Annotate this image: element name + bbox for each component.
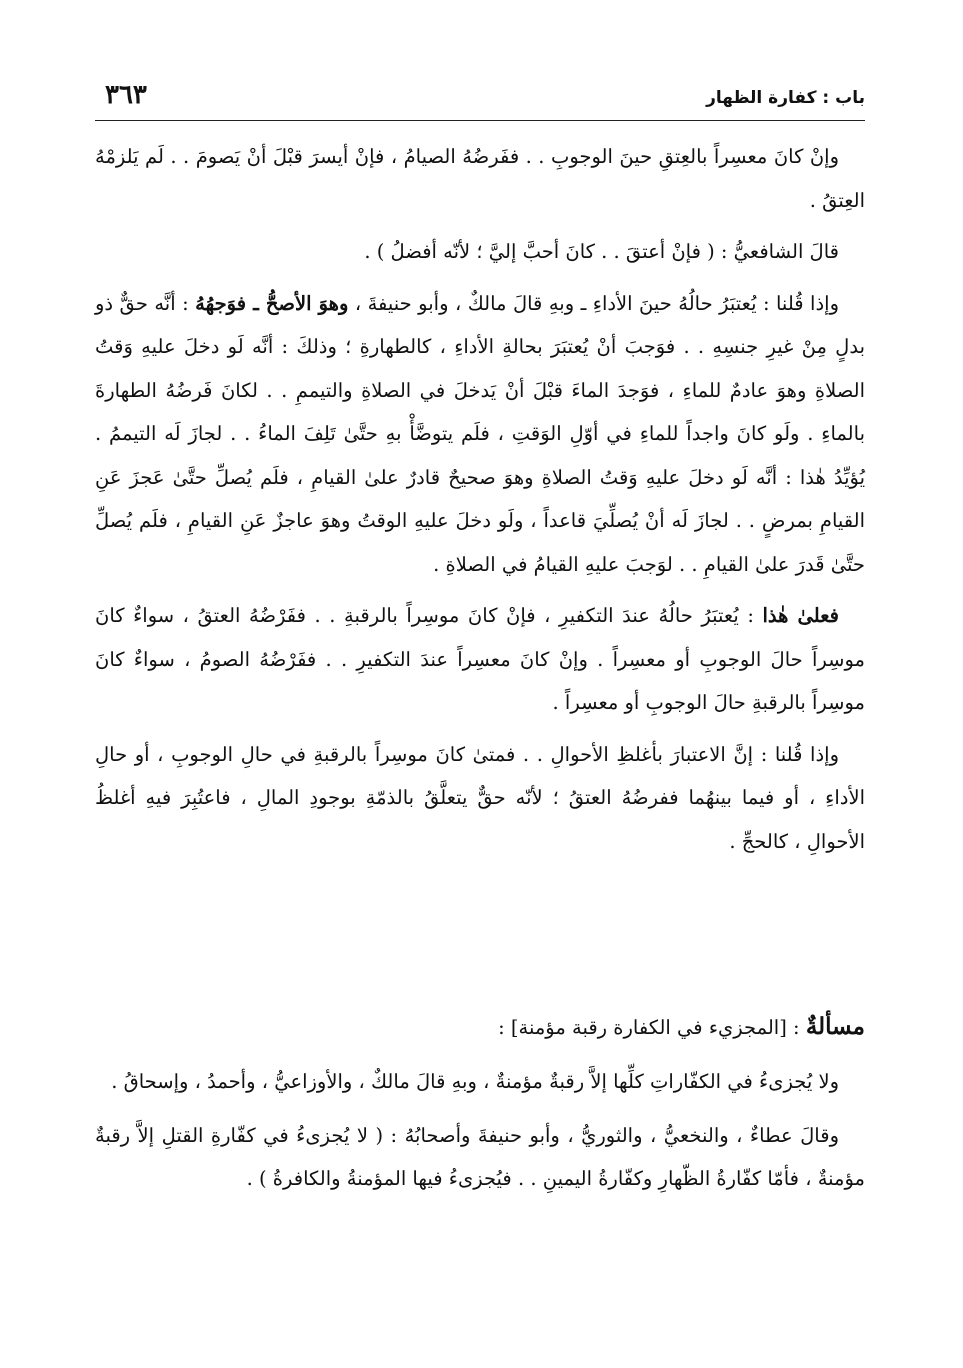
- paragraph-7: وقالَ عطاءٌ ، والنخعيُّ ، والثوريُّ ، وأبو حنيفةَ وأصحابُهُ : ( لا يُجزىءُ في كفّارةِ القتلِ إلاَّ رقبةٌ مؤمنةٌ ، فأمّا كفّارةُ الظّهارِ وكفّارةُ اليمينِ . . فيُجزىءُ فيها المؤمنةُ والكافرةُ ) .: [95, 1123, 865, 1190]
- chapter-title: باب : كفارة الظهار: [706, 88, 865, 108]
- paragraph-2: قالَ الشافعيُّ : ( فإنْ أعتقَ . . كانَ أحبَّ إليَّ ؛ لأنّه أفضلُ ) .: [364, 240, 839, 263]
- masala-heading: [95, 1005, 865, 1050]
- masala-label: مسألةٌ: [805, 1013, 865, 1040]
- page-number: ٣٦٣: [105, 80, 147, 110]
- masala-text: [95, 1060, 865, 1211]
- paragraph-3: [95, 282, 865, 587]
- paragraph-4: [95, 594, 865, 725]
- paragraph-4-rest: : يُعتبَرُ حالُهُ عندَ التكفيرِ ، فإنْ كانَ موسِراً بالرقبةِ . . ففَرْضُهُ العتقُ ، سواءٌ كانَ موسِراً حالَ الوجوبِ أو معسِراً . وإنْ كانَ معسِراً عندَ التكفيرِ . . ففَرْضُهُ الصومُ ، سواءٌ كانَ موسِراً بالرقبةِ حالَ الوجوبِ أو معسِراً .: [95, 604, 865, 714]
- paragraph-4-bold: فعلىٰ هٰذا: [762, 604, 839, 627]
- paragraph-3-start: وإذا قُلنا : يُعتبَرُ حالُهُ حينَ الأداءِ ـ وبهِ قالَ مالكٌ ، وأبو حنيفةَ ،: [348, 291, 839, 315]
- masala-title: : [المجزيء في الكفارة رقبة مؤمنة] :: [498, 1016, 806, 1039]
- paragraph-1: وإنْ كانَ معسِراً بالعِتقِ حينَ الوجوبِ . . ففَرضُهُ الصيامُ ، فإنْ أيسرَ قبْلَ أنْ يَصومَ . . لَم يَلزمْهُ العِتقُ .: [95, 145, 865, 212]
- header-divider: [95, 120, 865, 121]
- main-text: [95, 135, 865, 871]
- paragraph-3-rest: : أنَّه حقٌّ ذو بدلٍ مِنْ غيرِ جنسِهِ . . فوَجبَ أنْ يُعتبَرَ بحالةِ الأداءِ ، كالطهارةِ ؛ وذلكَ : أنَّه لَو دخلَ عليهِ وَقتُ الصلاةِ وهوَ عادمٌ للماءِ ، فوَجدَ الماءَ قبْلَ أنْ يَدخلَ في الصلاةِ والتيممِ . . لكانَ فَرضُهُ الطهارةَ بالماءِ . ولَو كانَ واجداً للماءِ في أوّلِ الوَقتِ ، فلَم يتوضَّأْ بهِ حتَّىٰ تَلِفَ الماءُ . . لجازَ لَه التيممُ . يُؤيِّدُ هٰذا : أنَّه لَو دخلَ عليهِ وَقتُ الصلاةِ وهوَ صحيحٌ قادرٌ علىٰ القيامِ ، فلَم يُصلِّ حتَّىٰ عَجزَ عَنِ القيامِ بمرضٍ . . لجازَ لَه أنْ يُصلِّيَ قاعداً ، ولَو دخلَ عليهِ الوقتُ وهوَ عاجزٌ عَنِ القيامِ ، فلَم يُصلِّ حتَّىٰ قَدرَ علىٰ القيامِ . . لوَجبَ عليهِ القيامُ في الصلاةِ .: [95, 291, 865, 576]
- paragraph-6: ولا يُجزىءُ في الكفّاراتِ كلِّها إلاَّ رقبةٌ مؤمنةٌ ، وبهِ قالَ مالكٌ ، والأوزاعيُّ ، وأحمدُ ، وإسحاقُ .: [111, 1070, 839, 1093]
- paragraph-5: وإذا قُلنا : إنَّ الاعتبارَ بأغلظِ الأحوالِ . . فمتىٰ كانَ موسِراً بالرقبةِ في حالِ الوجوبِ ، أو حالِ الأداءِ ، أو فيما بينهُما ففرضُهُ العتقُ ؛ لأنّه حقٌّ يتعلَّقُ بالذمّةِ بوجودِ المالِ ، فاعتُبِرَ فيهِ أغلظُ الأحوالِ ، كالحجِّ .: [95, 742, 865, 853]
- paragraph-3-bold: وهوَ الأصحُّ ـ فوَجهُهُ: [195, 291, 349, 315]
- page-header: [95, 80, 865, 114]
